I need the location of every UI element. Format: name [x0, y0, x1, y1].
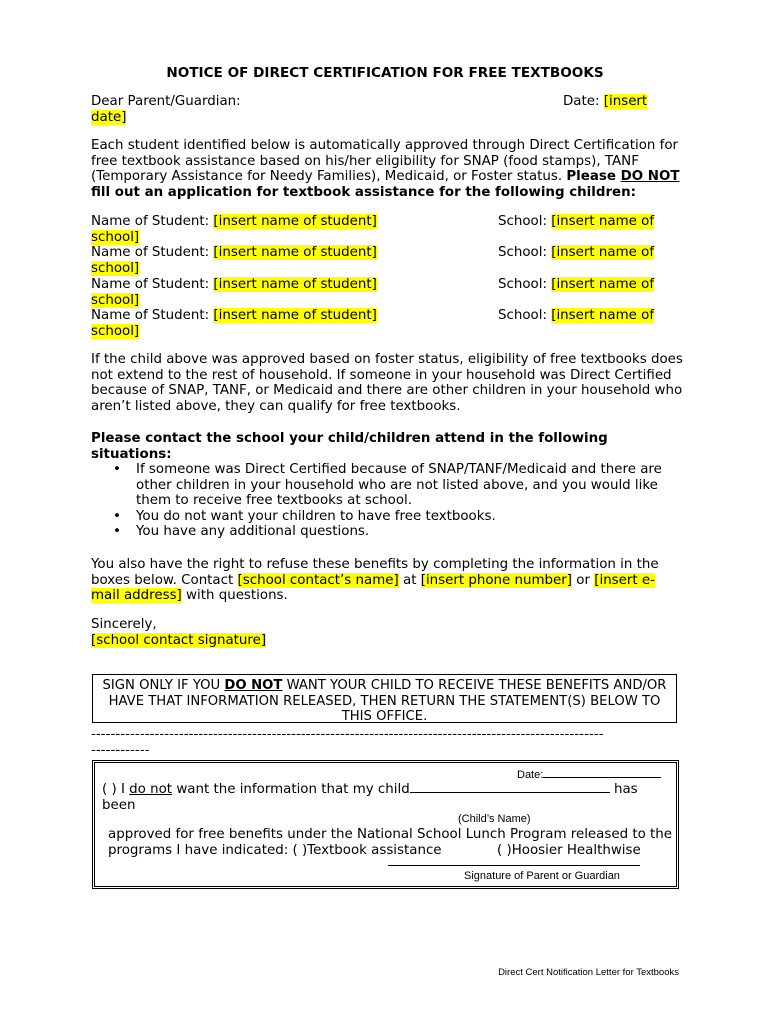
date-label: Date:	[563, 94, 604, 109]
contact-bullets	[91, 462, 681, 540]
programs-line	[108, 843, 442, 859]
student-name-placeholder: [insert name of student]	[213, 308, 377, 323]
intro-bold-lead: Please	[566, 169, 621, 185]
notice-do-not: DO NOT	[224, 678, 283, 693]
school-name-placeholder: [insert name of	[551, 308, 655, 323]
date-placeholder-cont: date]	[91, 110, 127, 125]
child-name-field[interactable]	[410, 792, 610, 793]
signature-field[interactable]	[388, 864, 640, 866]
signature-placeholder: [school contact signature]	[91, 633, 267, 648]
student-name-placeholder: [insert name of student]	[213, 214, 377, 229]
statement-been: been	[102, 798, 136, 813]
cut-line-cont: ------------	[91, 743, 150, 758]
contact-name-placeholder: [school contact’s name]	[237, 572, 399, 588]
student-row: Name of Student: [insert name of student] School: [insert name of school]	[91, 277, 655, 308]
student-row: Name of Student: [insert name of student] School: [insert name of school]	[91, 214, 655, 245]
list-item: • You have any additional questions.	[113, 524, 370, 540]
intro-bold-tail: fill out an application for textbook assistance for the following children:	[91, 184, 637, 200]
school-name-placeholder: [insert name of	[551, 277, 655, 292]
child-name-caption: (Child’s Name)	[458, 813, 531, 825]
form-date: Date:	[517, 768, 661, 784]
greeting: Dear Parent/Guardian:	[91, 94, 241, 109]
footer-text: Direct Cert Notification Letter for Textbooks	[498, 967, 679, 978]
statement-line: ( ) I do not want the information that my child has	[102, 782, 638, 797]
foster-paragraph: If the child above was approved based on foster status, eligibility of free textbooks does not extend to the rest of household. If someone in your household was Direct Certified because of SNAP, TANF, or Medicaid and there are other children in your household who aren’t listed above, they can qualify for free textbooks.	[91, 352, 683, 414]
approved-line: approved for free benefits under the National School Lunch Program released to the	[108, 827, 673, 842]
email-placeholder: [insert e-mail address]	[91, 572, 655, 604]
date-field[interactable]	[543, 777, 661, 778]
school-name-placeholder: [insert name of	[551, 214, 655, 229]
checkbox-release[interactable]: ( ) I	[102, 782, 130, 797]
checkbox-textbook[interactable]: programs I have indicated: ( )Textbook assistance	[108, 843, 442, 858]
intro-do-not: DO NOT	[620, 169, 680, 185]
closing-sincerely: Sincerely,	[91, 617, 157, 632]
student-row: Name of Student: [insert name of student] School: [insert name of school]	[91, 308, 655, 339]
contact-heading: Please contact the school your child/children attend in the following situations:	[91, 431, 608, 462]
refusal-form	[92, 760, 679, 889]
intro-paragraph	[91, 138, 691, 200]
student-name-placeholder: [insert name of student]	[213, 277, 377, 292]
cut-line: ---------------------------------------------------------------------------------------------------------	[91, 727, 604, 742]
school-name-placeholder: [insert name of	[551, 245, 655, 260]
student-name-placeholder: [insert name of student]	[213, 245, 377, 260]
date-line	[563, 94, 647, 110]
page-title: NOTICE OF DIRECT CERTIFICATION FOR FREE TEXTBOOKS	[166, 65, 604, 81]
list-item: • You do not want your children to have free textbooks.	[113, 508, 496, 524]
date-placeholder: [insert	[603, 94, 648, 109]
student-row: Name of Student: [insert name of student] School: [insert name of school]	[91, 245, 655, 276]
list-item: • If someone was Direct Certified because of SNAP/TANF/Medicaid and there are other children in your household who are not listed above, and you would like them to receive free textbooks at school.	[113, 462, 662, 509]
checkbox-hoosier[interactable]: ( )Hoosier Healthwise	[497, 843, 641, 858]
intro-text: Each student identified below is automatically approved through Direct Certification for free textbook assistance based on his/her eligibility for SNAP (food stamps), TANF (Temporary Assistance for Needy Families), Medicaid, or Foster status.	[91, 138, 679, 185]
phone-placeholder: [insert phone number]	[420, 572, 573, 588]
refusal-notice-box: SIGN ONLY IF YOU DO NOT WANT YOUR CHILD TO RECEIVE THESE BENEFITS AND/OR HAVE THAT INFORMATION RELEASED, THEN RETURN THE STATEMENT(S) BELOW TO THIS OFFICE.	[92, 674, 677, 723]
refuse-paragraph: You also have the right to refuse these benefits by completing the information in the boxes below. Contact [school contact’s name] at [insert phone number] or [insert e-mail address] with questions.	[91, 557, 659, 604]
signature-caption: Signature of Parent or Guardian	[464, 870, 620, 882]
